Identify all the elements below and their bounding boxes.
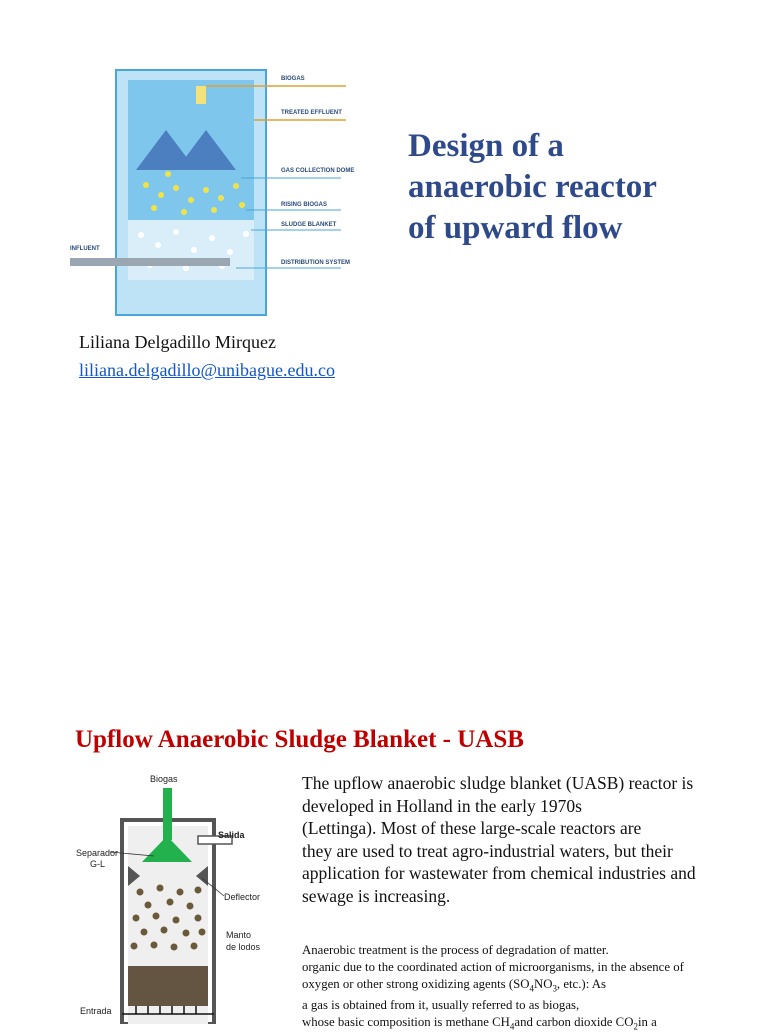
intro-line-1: The upflow anaerobic sludge blanket (UASB) reactor is	[302, 773, 694, 793]
label-biogas: BIOGAS	[281, 76, 305, 82]
intro-paragraph	[302, 772, 742, 907]
detail-paragraph	[302, 942, 742, 1035]
label-manto-2: de lodos	[226, 942, 261, 952]
label-influent: INFLUENT	[70, 246, 100, 252]
intro-line-3: (Lettinga). Most of these large-scale reactors are	[302, 818, 642, 838]
label-salida: Salida	[218, 830, 245, 840]
detail-line-4: a gas is obtained from it, usually referred to as biogas,	[302, 997, 580, 1012]
reactor-illustration	[66, 60, 366, 320]
biogas-pipe	[163, 788, 172, 840]
title-line-1: Design of a	[408, 128, 564, 164]
slide1-title	[408, 126, 748, 249]
intro-line-2: developed in Holland in the early 1970s	[302, 795, 582, 816]
label-deflector: Deflector	[224, 892, 261, 902]
detail-line-1: Anaerobic treatment is the process of degradation of matter.	[302, 943, 609, 957]
label-biogas: Biogas	[150, 774, 178, 784]
label-treated-effluent: TREATED EFFLUENT	[281, 110, 342, 116]
label-distribution-system: DISTRIBUTION SYSTEM	[281, 260, 351, 266]
author-email-link[interactable]: liliana.delgadillo@unibague.edu.co	[79, 360, 335, 380]
label-entrada: Entrada	[80, 1006, 112, 1016]
intro-line-6: sewage is increasing.	[302, 885, 451, 906]
detail-line-3: oxygen or other strong oxidizing agents ($SO_4NO_3$, etc.): As	[302, 976, 606, 994]
sludge-blanket-dense	[128, 966, 208, 1006]
intro-line-4: they are used to treat agro-industrial waters, but their	[302, 840, 673, 861]
label-manto-1: Manto	[226, 930, 252, 940]
label-sludge-blanket: SLUDGE BLANKET	[281, 222, 337, 228]
biogas-outlet	[196, 86, 206, 104]
influent-pipe	[70, 258, 230, 266]
label-rising-biogas: RISING BIOGAS	[281, 202, 328, 208]
slide2-title: Upflow Anaerobic Sludge Blanket - UASB	[75, 726, 524, 753]
detail-line-5: whose basic composition is methane $CH_4and$ carbon dioxide $CO_2in$ a	[302, 1014, 657, 1032]
label-separador-1: Separador	[76, 848, 119, 858]
detail-line-2: organic due to the coordinated action of microorganisms, in the absence of	[302, 959, 684, 974]
title-line-3: of upward flow	[408, 210, 623, 246]
intro-line-5: application for wastewater from chemical industries and	[302, 863, 696, 883]
label-separador-2: G-L	[90, 859, 106, 869]
label-gas-collection-dome: GAS COLLECTION DOME	[281, 168, 355, 174]
author-name: Liliana Delgadillo Mirquez	[79, 332, 276, 352]
uasb-diagram	[74, 770, 274, 1024]
title-line-2: anaerobic reactor	[408, 169, 657, 205]
